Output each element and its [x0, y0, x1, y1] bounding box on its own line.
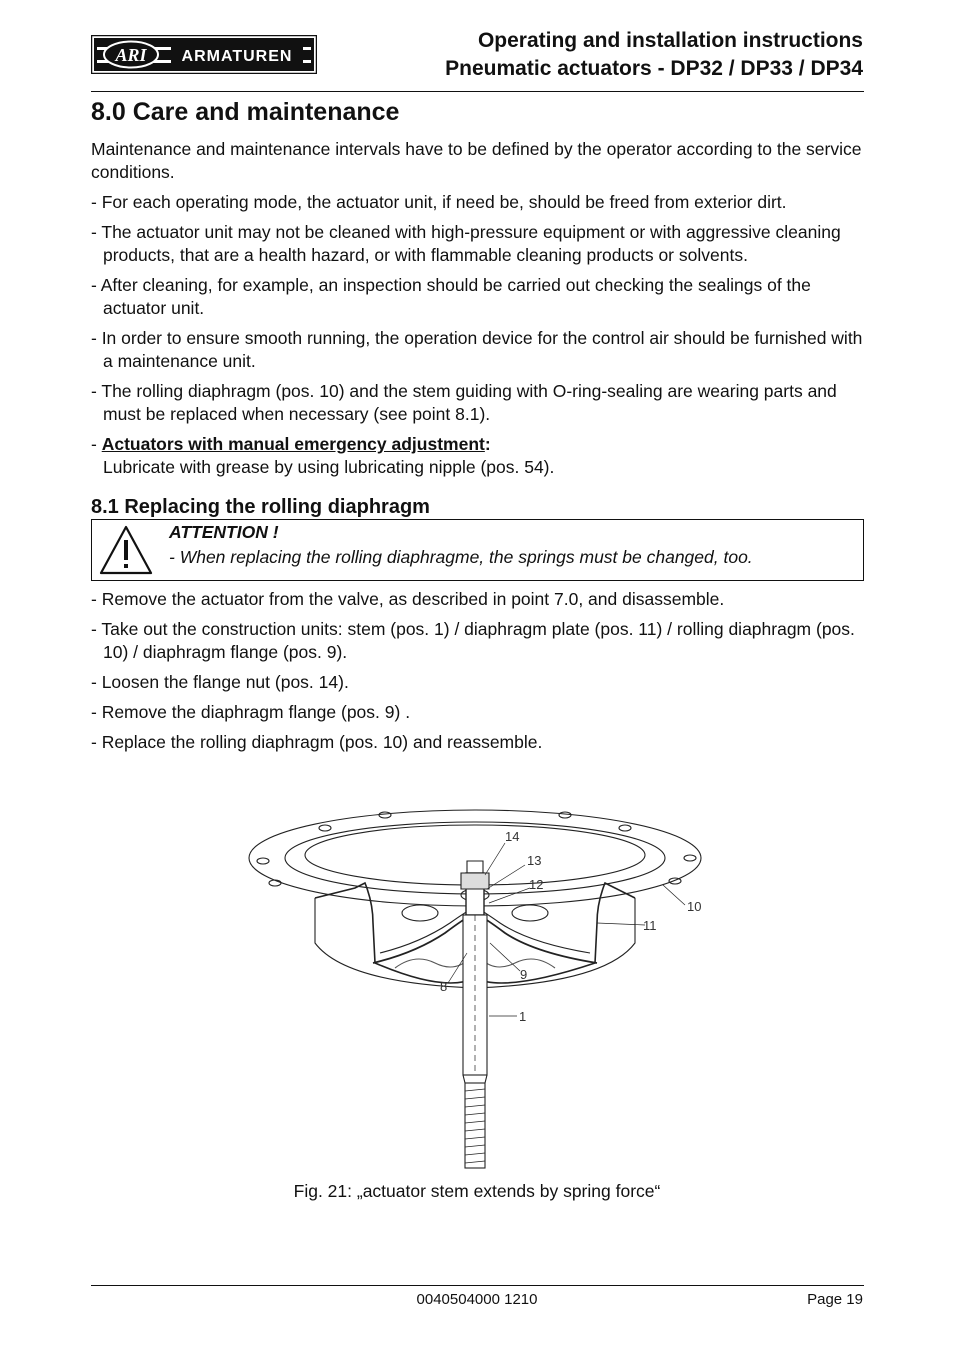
manual-colon: : — [484, 434, 491, 454]
actuator-drawing — [245, 803, 715, 1173]
list-item: - After cleaning, for example, an inspection should be carried out checking the sealings of the actuator unit. — [91, 275, 811, 318]
section-heading: 8.0 Care and maintenance — [91, 98, 400, 126]
page-content — [91, 97, 864, 761]
header-divider — [91, 91, 864, 92]
subsection-heading: 8.1 Replacing the rolling diaphragm — [91, 496, 430, 518]
list-item: - For each operating mode, the actuator unit, if need be, should be freed from exterior dirt. — [91, 192, 787, 212]
attention-box — [91, 519, 864, 581]
manual-adjustment-item — [91, 433, 864, 479]
label-11: 11 — [643, 918, 657, 933]
document-title — [445, 27, 863, 83]
section-intro: Maintenance and maintenance intervals have to be defined by the operator according to the service conditions. — [91, 139, 862, 182]
warning-triangle-icon — [99, 524, 153, 576]
manual-adjustment-text: Lubricate with grease by using lubricating nipple (pos. 54). — [103, 457, 555, 477]
attention-message: - When replacing the rolling diaphragme, the springs must be changed, too. — [169, 547, 753, 567]
step-item: - Take out the construction units: stem (pos. 1) / diaphragm plate (pos. 11) / rolling diaphragm (pos. 10) / diaphragm flange (pos. 9). — [91, 619, 855, 662]
document-title-line1: Operating and installation instructions — [477, 29, 863, 52]
step-item: - Remove the diaphragm flange (pos. 9) . — [91, 702, 411, 722]
label-10: 10 — [687, 899, 702, 914]
list-item: - In order to ensure smooth running, the operation device for the control air should be furnished with a maintenance unit. — [91, 328, 863, 371]
ari-armaturen-logo — [91, 35, 317, 74]
manual-adjustment-label: Actuators with manual emergency adjustment — [101, 434, 485, 454]
attention-title: ATTENTION ! — [169, 522, 279, 542]
document-number: 0040504000 1210 — [416, 1291, 538, 1308]
list-item: - The rolling diaphragm (pos. 10) and the stem guiding with O-ring-sealing are wearing parts and must be replaced when necessary (see point 8.1). — [91, 381, 837, 424]
attention-text-block — [169, 520, 753, 570]
label-1: 1 — [519, 1009, 527, 1024]
label-12: 12 — [529, 877, 544, 892]
label-8: 8 — [440, 979, 448, 994]
label-14: 14 — [505, 829, 520, 844]
logo-ari-text: ARI — [115, 45, 147, 65]
step-item: - Replace the rolling diaphragm (pos. 10) and reassemble. — [91, 732, 543, 752]
step-item: - Remove the actuator from the valve, as described in point 7.0, and disassemble. — [91, 589, 725, 609]
figure-caption: Fig. 21: „actuator stem extends by spring force“ — [293, 1181, 661, 1201]
list-item: - The actuator unit may not be cleaned with high-pressure equipment or with aggressive cleaning products, that are a health hazard, or with flammable cleaning products or solvents. — [91, 222, 841, 265]
label-13: 13 — [527, 853, 542, 868]
footer-divider — [91, 1285, 864, 1286]
document-title-line2: Pneumatic actuators - DP32 / DP33 / DP34 — [445, 57, 863, 80]
logo-brand-text: ARMATUREN — [181, 48, 293, 65]
label-9: 9 — [520, 967, 528, 982]
manual-prefix: - — [91, 434, 102, 454]
step-item: - Loosen the flange nut (pos. 14). — [91, 672, 349, 692]
page-number: Page 19 — [807, 1291, 863, 1308]
